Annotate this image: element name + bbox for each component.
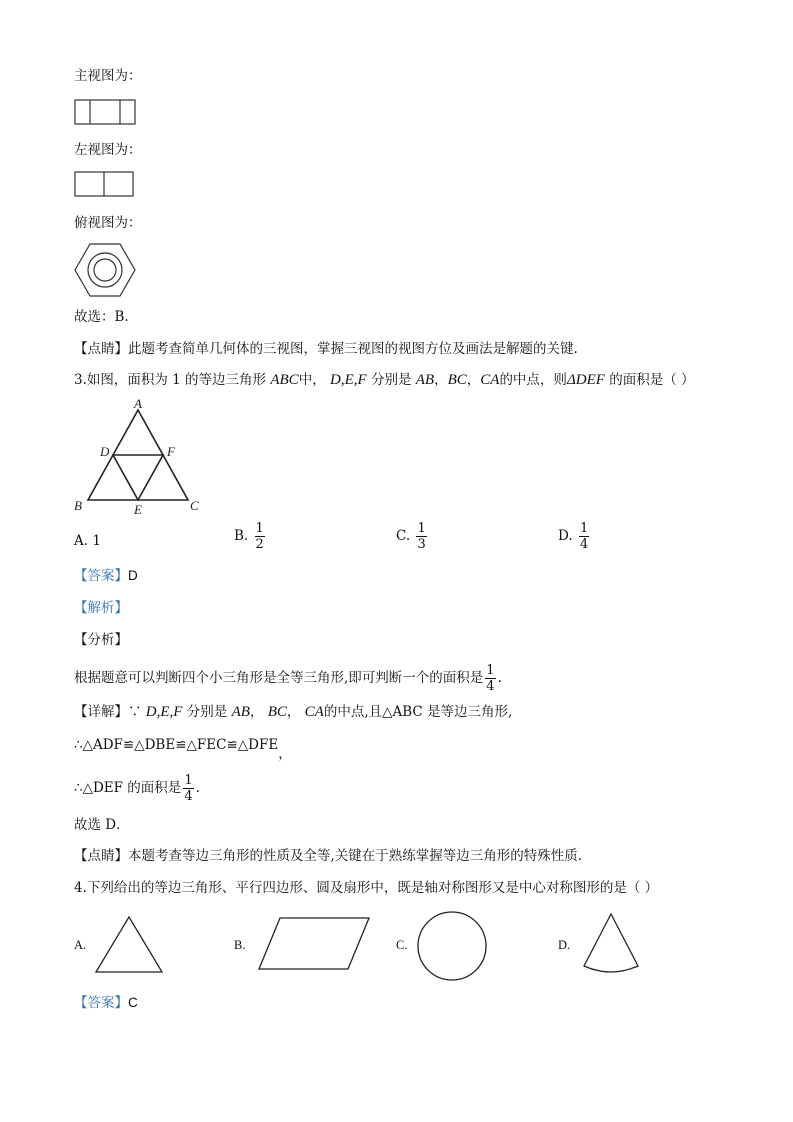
q4-circle-shape [416, 910, 488, 982]
q3-detail-ca: CA [304, 704, 324, 720]
q3-fenxi-num: 1 [486, 663, 495, 678]
q3-answer [74, 566, 138, 586]
q3-answer-value: D [128, 568, 138, 583]
q3-option-b [234, 521, 267, 552]
top-view-label: 俯视图为： [74, 215, 142, 231]
q3-option-b-den: 2 [255, 537, 264, 552]
q3-sep2: ， [466, 372, 481, 388]
q3-stem-abc: ABC [270, 372, 299, 388]
q3-option-b-letter: B. [234, 528, 249, 544]
q4-parallelogram-shape [256, 914, 374, 974]
q3-tip-text: 本题考查等边三角形的性质及全等,关键在于熟练掌握等边三角形的特殊性质. [128, 848, 583, 864]
q3-fenxi-den: 4 [486, 679, 495, 694]
vertex-b-label: B [74, 498, 82, 513]
left-view-figure [74, 171, 136, 199]
q3-fenxi-fraction [485, 663, 495, 694]
q3-tip-tag: 【点睛】 [74, 848, 128, 864]
q4-option-d-letter: D. [558, 938, 571, 952]
q3-detail-mid: 分别是 [186, 704, 228, 720]
q3-option-d-fraction [579, 521, 589, 552]
q3-option-c-letter: C. [396, 528, 411, 544]
q4-sector-shape [580, 912, 646, 978]
q3-option-c-fraction [416, 521, 426, 552]
q3-detail-ab: AB [231, 704, 250, 720]
q3-stem-prefix: 3.如图，面积为 1 的等边三角形 [74, 372, 267, 388]
vertex-f-label: F [167, 444, 175, 459]
vertex-c-label: C [190, 498, 199, 513]
q3-option-d [558, 521, 591, 552]
q3-stem-end: 的面积是（ ） [609, 372, 695, 388]
q3-detail-def: D,E,F [145, 704, 183, 720]
q3-detail-end: 的中点,且△ABC 是等边三角形, [323, 704, 513, 720]
q3-stem [74, 370, 695, 390]
q3-option-d-den: 4 [579, 537, 589, 552]
q3-area-fraction [183, 773, 193, 804]
q3-fenxi-text: 根据题意可以判断四个小三角形是全等三角形,即可判断一个的面积是 [74, 670, 484, 686]
q3-stem-tri: ΔDEF [566, 372, 605, 388]
q3-area-end: . [195, 780, 200, 796]
vertex-a-label: A [134, 396, 142, 411]
q2-tip-text: 此题考查简单几何体的三视图，掌握三视图的视图方位及画法是解题的关键. [128, 341, 578, 357]
q3-stem-mid3: 的中点，则 [499, 372, 567, 388]
vertex-e-label: E [134, 502, 142, 517]
triangle-figure [70, 396, 210, 518]
q3-stem-mid2: 分别是 [370, 372, 412, 388]
q3-fenxi-end: . [497, 670, 502, 686]
q2-answer-line: 故选：B. [74, 309, 129, 325]
q4-option-a-letter: A. [74, 938, 87, 952]
q3-stem-def: D,E,F [330, 372, 367, 388]
q3-fenxi-line [74, 662, 502, 694]
q3-congruent-line [74, 735, 292, 762]
q3-sep1: ， [434, 372, 448, 388]
q3-fenxi-tag: 【分析】 [74, 632, 128, 648]
q4-triangle-shape [94, 914, 166, 976]
q3-area-line [74, 772, 200, 804]
q3-area-text: ∴△DEF 的面积是 [74, 780, 182, 796]
q3-seg-bc: BC [447, 372, 467, 388]
q3-option-d-letter: D. [558, 528, 573, 544]
q3-option-a-value: 1 [92, 533, 101, 549]
q3-seg-ab: AB [415, 372, 435, 388]
q4-option-b-letter: B. [234, 938, 246, 952]
q3-option-d-num: 1 [579, 521, 589, 536]
q4-answer [74, 993, 138, 1013]
q3-option-b-num: 1 [255, 521, 264, 536]
q2-tip [74, 339, 578, 359]
q3-option-c [396, 521, 429, 552]
q3-option-b-fraction [255, 521, 265, 552]
q4-answer-value: C [128, 995, 138, 1010]
q3-option-a-letter: A. [74, 533, 89, 549]
q3-area-num: 1 [184, 773, 193, 788]
q3-seg-ca: CA [480, 372, 500, 388]
q3-analysis-tag: 【解析】 [74, 600, 128, 616]
q3-area-den: 4 [184, 789, 193, 804]
q3-because-symbol: ∵ [128, 704, 142, 720]
q3-answer-tag: 【答案】 [74, 568, 128, 584]
q3-detail-tag: 【详解】 [74, 704, 128, 720]
q4-option-c-letter: C. [396, 938, 408, 952]
q3-tip [74, 846, 582, 866]
q3-detail-bc: BC [267, 704, 287, 720]
q3-detail-sep2: ， [286, 704, 301, 720]
left-view-label: 左视图为： [74, 142, 142, 158]
vertex-d-label: D [100, 444, 110, 459]
main-view-figure [74, 99, 138, 127]
top-view-figure [74, 242, 138, 300]
q2-tip-tag: 【点睛】 [74, 341, 128, 357]
q3-stem-mid: 中， [298, 372, 326, 388]
q3-congruent-comma: ， [278, 746, 292, 762]
q3-option-c-den: 3 [417, 537, 426, 552]
q3-option-c-num: 1 [417, 521, 426, 536]
q3-detail-line [74, 702, 512, 722]
q4-stem: 4.下列给出的等边三角形、平行四边形、圆及扇形中，既是轴对称图形又是中心对称图形的是（ ） [74, 880, 659, 896]
main-view-label: 主视图为： [74, 68, 142, 84]
q3-answer-line: 故选 D． [74, 817, 130, 833]
q3-congruent-text: ∴△ADF≌△DBE≌△FEC≌△DFE [74, 737, 279, 753]
q4-answer-tag: 【答案】 [74, 995, 128, 1011]
q3-option-a [74, 531, 101, 551]
q3-detail-sep1: ， [249, 704, 264, 720]
